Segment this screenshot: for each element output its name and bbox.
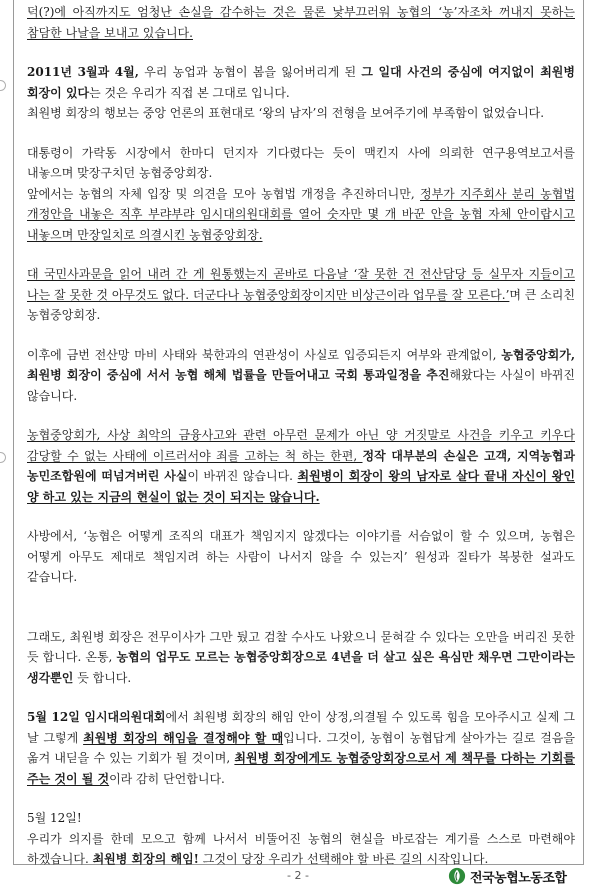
org-name: 전국농협노동조합 xyxy=(470,870,567,886)
emphasized-text: 최원병 회장에게도 농협중앙회장으로서 제 책무를 다하는 기회를 주는 것이 될 것 xyxy=(27,751,575,786)
emphasized-text: 최원병 회장의 해임을 결정해야 할 때 xyxy=(83,730,284,745)
body-paragraph xyxy=(27,425,575,507)
text-run: 정부가 지주회사 분리 농협법 개정안을 내놓은 직후 부랴부랴 임시대의원대회를 열어 숫자만 몇 개 바꾼 안을 농협 자체 안이랍시고 내놓으며 만장일치로 의결시킨 농협중앙회장. xyxy=(27,186,575,242)
emphasized-text: 정작 대부분의 손실은 고객, 지역농협과 농민조합원에 떠넘겨버린 사실 xyxy=(27,448,575,483)
emphasized-text: 그 일대 사건의 중심에 여지없이 최원병 회장이 있다 xyxy=(27,65,575,100)
body-paragraph xyxy=(27,264,575,326)
text-run: 그것이 당장 우리가 선택해야 할 바른 길의 시작입니다. xyxy=(198,852,489,866)
body-paragraph xyxy=(27,526,575,588)
punch-hole-marker xyxy=(0,80,6,91)
emphasized-text: 최원병 회장의 해임! xyxy=(92,852,199,866)
text-run: 우리가 의지를 한데 모으고 함께 나서서 비뚤어진 농협의 현실을 바로잡는 계기를 스스로 마련해야 하겠습니다. xyxy=(27,831,575,866)
emphasized-text: 농협중앙회가, 최원병 회장이 중심에 서서 농협 해체 법률을 만들어내고 국회 통과일정을 추진 xyxy=(27,347,575,382)
text-run: 앞에서는 농협의 자체 입장 및 의견을 모아 농협법 개정을 추진하더니만, xyxy=(27,186,420,201)
body-paragraph xyxy=(27,627,575,689)
body-paragraph xyxy=(27,707,575,789)
text-run: 덕(?)에 아직까지도 엄청난 손실을 감수하는 것은 물론 낯부끄러워 농협의 ‘농’자조차 꺼내지 못하는 참담한 나날을 보내고 있습니다. xyxy=(27,5,575,40)
emphasized-text: 5월 12일 임시대의원대회 xyxy=(27,710,166,724)
text-run: 는 것은 우리가 직접 본 그대로 입니다. xyxy=(89,85,290,100)
emphasized-text: 2011년 3월과 4월, xyxy=(27,65,139,79)
text-run: 농협중앙회가, 사상 최악의 금융사고와 관련 아무런 문제가 아닌 양 거짓말로 사건을 키우고 키우다 감당할 수 없는 사태에 이르러서야 죄를 고하는 척 하는 한편, xyxy=(27,428,575,463)
text-run: 그래도, 최원병 회장은 전무이사가 그만 뒀고 검찰 수사도 나왔으니 묻혀갈 수 있다는 오만을 버리진 못한 듯 합니다. 온통, xyxy=(27,629,575,664)
punch-hole-marker xyxy=(0,452,6,463)
document-body xyxy=(27,2,575,870)
text-run: 대통령이 가락동 시장에서 한마디 던지자 기다렸다는 듯이 맥킨지 사에 의뢰한 연구용역보고서를 내놓으며 맞장구치던 농협중앙회장. xyxy=(27,145,575,180)
body-paragraph xyxy=(27,184,575,246)
text-run: 이라 감히 단언합니다. xyxy=(109,771,225,786)
body-paragraph xyxy=(27,2,575,43)
text-run: 최원병 회장의 행보는 중앙 언론의 표현대로 ‘왕의 남자’의 전형을 보여주기에 부족함이 없었습니다. xyxy=(27,106,545,120)
text-run: 이 바뀌진 않습니다. xyxy=(187,469,298,483)
text-run: 해왔다는 사실이 바뀌진 않습니다. xyxy=(27,368,575,403)
body-paragraph xyxy=(27,103,575,124)
text-run: 이후에 금번 전산망 마비 사태와 북한과의 연관성이 사실로 입증되든지 여부와 관계없이, xyxy=(27,347,502,362)
body-paragraph xyxy=(27,808,575,829)
text-run: 에서 최원병 회장의 해임 안이 상정,의결될 수 있도록 힘을 모아주시고 실제 그 날 그렇게 xyxy=(27,710,575,745)
union-logo-icon xyxy=(448,867,466,885)
body-paragraph xyxy=(27,829,575,870)
text-run: 입니다. 그것이, 농협이 농협답게 살아가는 길로 걸음을 옮겨 내딛을 수 있는 기회가 될 것이며, xyxy=(27,730,575,765)
emphasized-text: 최원병이 회장이 왕의 남자로 살다 끝내 자신이 왕인 양 하고 있는 지금의 현실이 없는 것이 되지는 않습니다. xyxy=(27,469,575,504)
text-run: 듯 합니다. xyxy=(73,670,132,685)
emphasized-text: 농협의 업무도 모르는 농협중앙회장으로 4년을 더 살고 싶은 욕심만 채우면 그만이라는 생각뿐인 xyxy=(27,650,575,685)
body-paragraph xyxy=(27,345,575,407)
text-run: 사방에서, ‘농협은 어떻게 조직의 대표가 책임지지 않겠다는 이야기를 서슴없이 할 수 있으며, 농협은 어떻게 아무도 제대로 책임지려 하는 사람이 나서지 않을 수 있는지’ 원성과 질타가 복붕한 설과도 같습니다. xyxy=(27,529,575,584)
text-run: 5월 12일! xyxy=(27,811,82,825)
org-logo xyxy=(448,865,566,887)
body-paragraph xyxy=(27,62,575,103)
text-run: 우리 농업과 농협이 봄을 잃어버리게 된 xyxy=(138,65,362,79)
text-run: 며 큰 소리친 농협중앙회장. xyxy=(27,287,575,322)
page-frame-left xyxy=(13,0,14,864)
body-paragraph xyxy=(27,143,575,184)
page-frame-right xyxy=(583,0,584,864)
text-run: 대 국민사과문을 읽어 내려 간 게 원통했는지 곧바로 다음날 ‘잘 못한 건 전산담당 등 실무자 지들이고 나는 잘 못한 것 아무것도 없다. 더군다나 농협중앙회장이지만 비상근이라 업무를 잘 모른다.’ xyxy=(27,267,575,302)
page-number: - 2 - xyxy=(287,869,309,882)
